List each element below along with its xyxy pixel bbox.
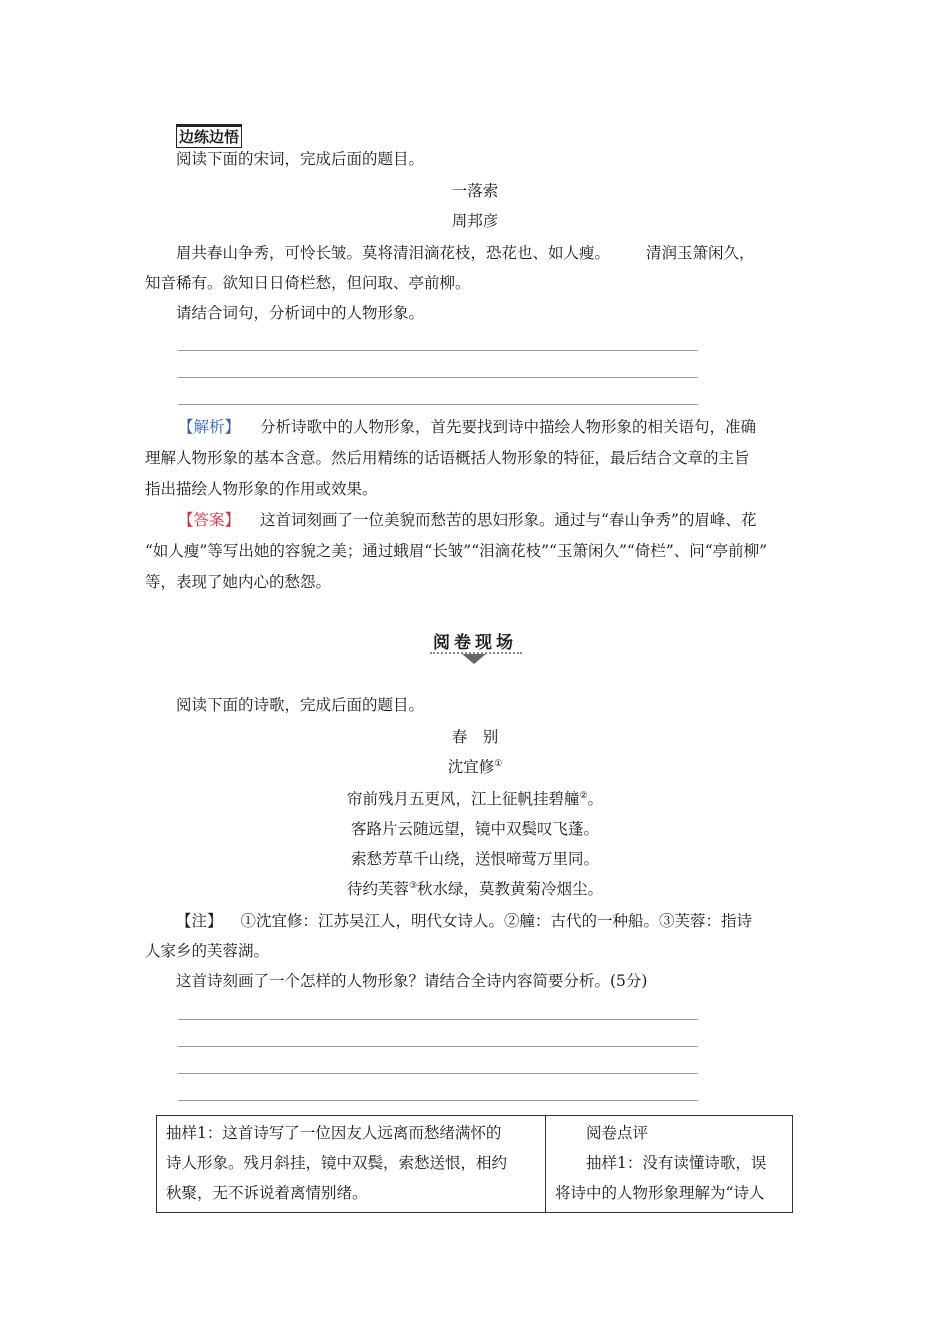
answer-text-1: 这首词刻画了一位美貌而愁苦的思妇形象。通过与“春山争秀”的眉峰、花 bbox=[260, 511, 757, 529]
table-row bbox=[157, 1116, 793, 1213]
section-tag-label: 边练边悟 bbox=[176, 124, 242, 148]
poem-line-1a: 眉共春山争秀，可怜长皱。莫将清泪滴花枝，恐花也、如人瘦。 bbox=[176, 244, 611, 262]
review-heading: 阅卷点评 bbox=[586, 1124, 649, 1142]
scene-poem-line-4 bbox=[0, 874, 950, 904]
line-text-a: 待约芙蓉 bbox=[346, 880, 409, 898]
answer-label: 【答案】 bbox=[178, 511, 241, 529]
sample-text-line: 抽样1：这首诗写了一位因友人远离而愁绪满怀的 bbox=[166, 1124, 502, 1142]
triangle-down-icon bbox=[462, 654, 486, 664]
sample-cell bbox=[157, 1116, 546, 1213]
answer-line bbox=[178, 377, 698, 378]
exercise-intro: 阅读下面的宋词，完成后面的题目。 bbox=[176, 150, 425, 168]
scene-question: 这首诗刻画了一个怎样的人物形象？请结合全诗内容简要分析。(5分) bbox=[176, 972, 648, 990]
line-tail: 。 bbox=[587, 790, 604, 808]
scene-poem-author-line bbox=[0, 752, 950, 782]
note-text-1: ①沈宜修：江苏吴江人，明代女诗人。②艟：古代的一种船。③芙蓉：指诗 bbox=[240, 912, 753, 930]
note-mark: ② bbox=[579, 790, 588, 801]
scene-poem-line-1 bbox=[0, 784, 950, 814]
section-title: 阅卷现场 bbox=[433, 633, 517, 653]
analysis-line-1 bbox=[178, 412, 843, 442]
analysis-line-2: 理解人物形象的基本含意。然后用精练的话语概括人物形象的特征，最后结合文章的主旨 bbox=[145, 449, 750, 467]
poem-line-2: 知音稀有。欲知日日倚栏愁，但问取、亭前柳。 bbox=[145, 274, 471, 292]
note-line-2: 人家乡的芙蓉湖。 bbox=[145, 942, 270, 960]
scene-poem-author: 沈宜修 bbox=[447, 758, 495, 776]
sample-text-line: 秋聚，无不诉说着离情别绪。 bbox=[166, 1184, 368, 1202]
answer-line bbox=[178, 1100, 698, 1101]
answer-line bbox=[178, 1046, 698, 1047]
section-header bbox=[0, 628, 950, 653]
review-text-line: 抽样1：没有读懂诗歌，误 bbox=[586, 1154, 767, 1172]
answer-line-1 bbox=[178, 505, 843, 535]
answer-line-3: 等，表现了她内心的愁怨。 bbox=[145, 573, 332, 591]
analysis-line-3: 指出描绘人物形象的作用或效果。 bbox=[145, 480, 378, 498]
note-label: 【注】 bbox=[176, 912, 223, 930]
answer-line bbox=[178, 404, 698, 405]
sample-text-line: 诗人形象。残月斜挂，镜中双鬓，索愁送恨，相约 bbox=[166, 1154, 508, 1172]
sample-table bbox=[156, 1115, 793, 1213]
answer-line-2: “如人瘦”等写出她的容貌之美；通过蛾眉“长皱”“泪滴花枝”“玉箫闲久”“倚栏”、问“亭前柳” bbox=[145, 542, 768, 560]
scene-poem-line-2: 客路片云随远望，镜中双鬓叹飞蓬。 bbox=[350, 820, 599, 838]
line-text: 帘前残月五更风，江上征帆挂碧艟 bbox=[346, 790, 580, 808]
poem-line-1b: 清润玉箫闲久， bbox=[646, 244, 755, 262]
analysis-text-1: 分析诗歌中的人物形象，首先要找到诗中描绘人物形象的相关语句，准确 bbox=[260, 418, 757, 436]
answer-line bbox=[178, 1019, 698, 1020]
note-line-1 bbox=[176, 906, 841, 936]
poem-title: 一落索 bbox=[451, 182, 499, 200]
note-mark: ③ bbox=[408, 880, 418, 891]
answer-line bbox=[178, 1073, 698, 1074]
line-text-b: 秋水绿，莫教黄菊冷烟尘。 bbox=[417, 880, 604, 898]
scene-intro: 阅读下面的诗歌，完成后面的题目。 bbox=[176, 696, 425, 714]
answer-line bbox=[178, 350, 698, 351]
exercise-question: 请结合词句，分析词中的人物形象。 bbox=[176, 304, 425, 322]
review-cell bbox=[546, 1116, 793, 1213]
scene-poem-title: 春 别 bbox=[451, 728, 499, 746]
poem-author: 周邦彦 bbox=[451, 212, 499, 230]
scene-poem-line-3: 索愁芳草千山绕，送恨啼莺万里同。 bbox=[350, 850, 599, 868]
poem-line-1 bbox=[176, 238, 841, 268]
review-text-line: 将诗中的人物形象理解为“诗人 bbox=[555, 1184, 765, 1202]
author-note-mark: ① bbox=[494, 758, 503, 769]
analysis-label: 【解析】 bbox=[178, 418, 241, 436]
